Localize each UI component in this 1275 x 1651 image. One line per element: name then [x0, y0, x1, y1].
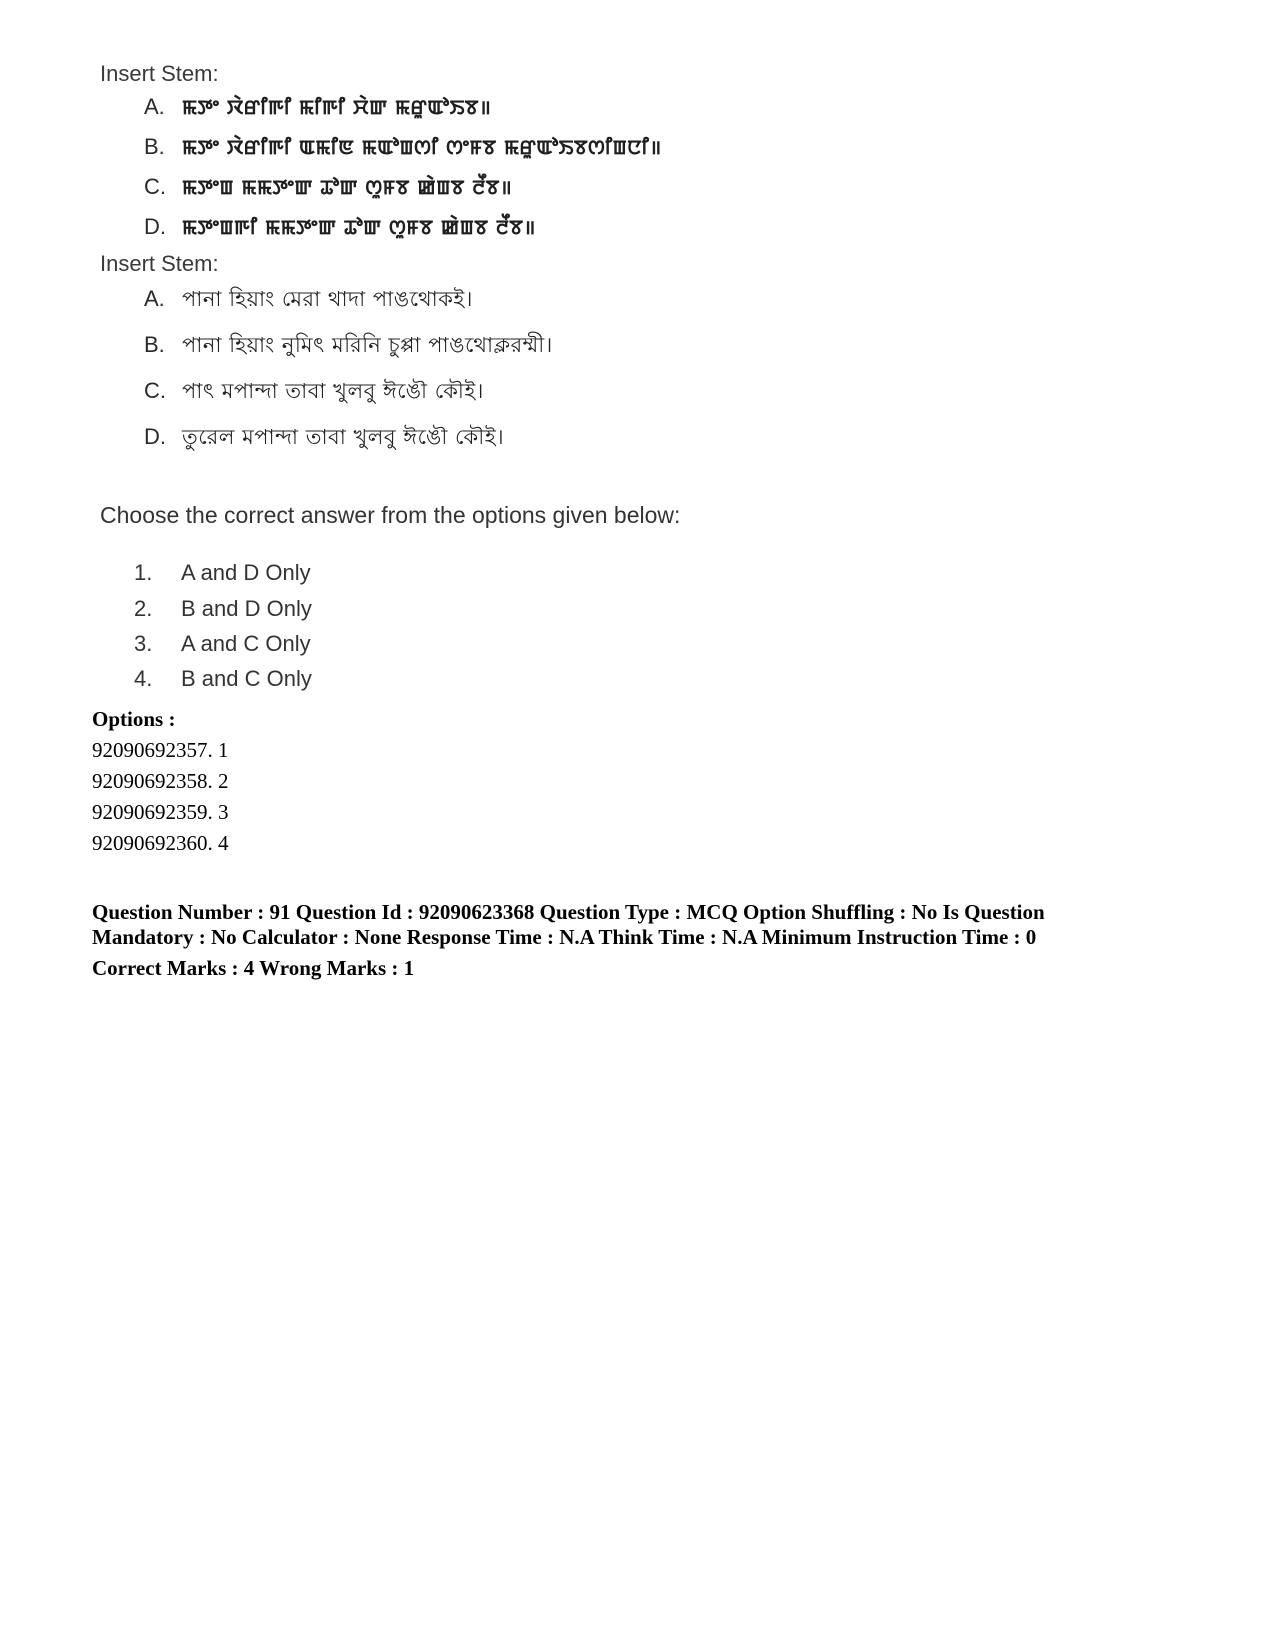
- question-image: [92, 55, 732, 735]
- option-text: তুরেল মপান্দা তাবা খুলবু ঈঙৌ কৌই।: [182, 425, 505, 449]
- option-text: ꯃꯇꯦꯡ ꯃꯃꯇꯦꯛ ꯊꯣꯛ ꯁꯨꯝꯕ ꯀꯥꯡꯕ ꯂꯩꯕ॥: [182, 175, 513, 199]
- option-id-line: 92090692357. 1: [92, 738, 229, 762]
- answer-option-2: [134, 596, 312, 622]
- answer-option-3: [134, 631, 311, 657]
- answer-number: 1.: [134, 560, 153, 585]
- option-text: ꯃꯇꯦ ꯋꯥꯔꯤꯒꯤ ꯑꯃꯤꯟ ꯃꯑꯣꯡꯁꯤ ꯁꯦꯝꯕ ꯃꯔꯨꯑꯣꯏꯕꯁꯤꯡꯅꯤ॥: [182, 135, 662, 159]
- question-metadata: [92, 900, 1122, 981]
- option-letter: B.: [144, 332, 165, 357]
- stem-heading-2: Insert Stem:: [100, 251, 219, 276]
- option-text: ꯃꯇꯦ ꯋꯥꯔꯤꯒꯤ ꯃꯤꯒꯤ ꯆꯥꯛ ꯃꯔꯨꯑꯣꯏꯕ॥: [182, 95, 492, 119]
- option-text: ꯃꯇꯦꯡꯒꯤ ꯃꯃꯇꯦꯛ ꯊꯣꯛ ꯁꯨꯝꯕ ꯀꯥꯡꯕ ꯂꯩꯕ॥: [182, 215, 536, 239]
- answer-text: B and C Only: [181, 666, 312, 691]
- option-text: পাৎ মপান্দা তাবা খুলবু ঈঙৌ কৌই।: [182, 379, 484, 403]
- answer-number: 4.: [134, 666, 153, 691]
- option-text: পানা হিয়াং মেরা থাদা পাঙথোকই।: [182, 287, 473, 311]
- option-id-line: 92090692358. 2: [92, 769, 229, 793]
- option-letter: A.: [144, 286, 165, 311]
- option-letter: D.: [144, 424, 166, 449]
- metadata-line-2: Mandatory : No Calculator : None Response Time : N.A Think Time : N.A Minimum Instruction Time : 0: [92, 925, 1037, 949]
- stem-option-d: [144, 213, 536, 241]
- metadata-line-1: Question Number : 91 Question Id : 92090623368 Question Type : MCQ Option Shuffling : No Is Question: [92, 900, 1045, 924]
- stem-option-c: [144, 173, 512, 201]
- stem-option-b: [144, 133, 662, 161]
- answer-option-1: [134, 560, 311, 586]
- answer-text: A and C Only: [181, 631, 311, 656]
- option-letter: A.: [144, 94, 165, 119]
- answer-number: 2.: [134, 596, 153, 621]
- answer-number: 3.: [134, 631, 153, 656]
- answer-option-4: [134, 666, 312, 692]
- stem-option-d: [144, 421, 504, 456]
- stem-option-b: [144, 329, 553, 364]
- stem-option-a: [144, 283, 473, 318]
- options-label: Options :: [92, 707, 176, 731]
- option-letter: B.: [144, 134, 165, 159]
- metadata-line-3: Correct Marks : 4 Wrong Marks : 1: [92, 956, 415, 980]
- stem-heading-1: Insert Stem:: [100, 61, 219, 86]
- instruction-text: Choose the correct answer from the options given below:: [100, 502, 681, 528]
- answer-text: B and D Only: [181, 596, 312, 621]
- option-text: পানা হিয়াং নুমিৎ মরিনি চুপ্পা পাঙথোক্লরম্মী।: [182, 333, 553, 357]
- answer-text: A and D Only: [181, 560, 311, 585]
- option-id-line: 92090692360. 4: [92, 831, 229, 855]
- option-letter: C.: [144, 378, 166, 403]
- stem-option-a: [144, 93, 491, 121]
- stem-option-c: [144, 375, 484, 410]
- option-letter: D.: [144, 214, 166, 239]
- option-id-line: 92090692359. 3: [92, 800, 229, 824]
- option-letter: C.: [144, 174, 166, 199]
